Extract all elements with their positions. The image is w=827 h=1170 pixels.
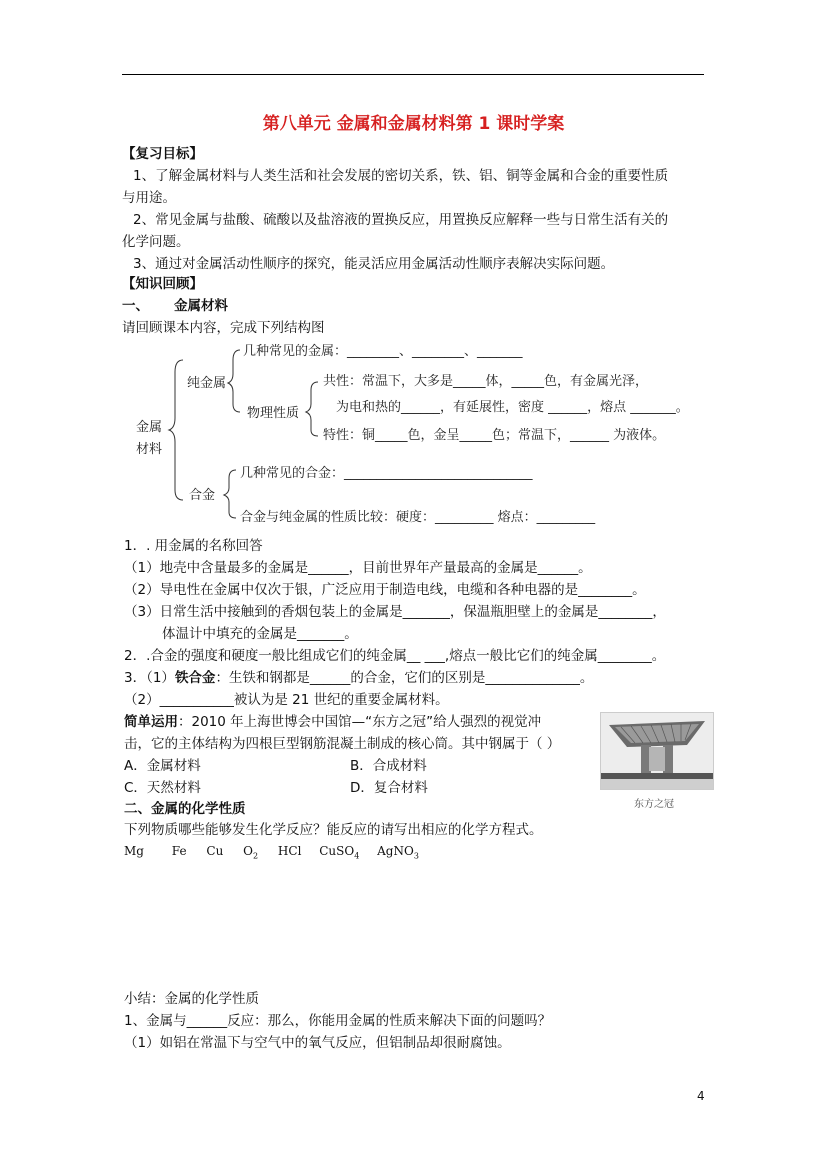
review-goals-heading: 【复习目标】 xyxy=(122,146,203,162)
apply-line-1 xyxy=(124,714,541,730)
question-3-2: （2）___________被认为是 21 世纪的重要金属材料。 xyxy=(124,692,449,708)
question-1-3b: 体温计中填充的金属是_______。 xyxy=(162,626,358,642)
goal-line-1b: 与用途。 xyxy=(122,190,176,206)
tree-special-property: 特性：铜_____色，金呈_____色；常温下，______ 为液体。 xyxy=(323,428,666,443)
option-d: D．复合材料 xyxy=(350,780,428,796)
knowledge-heading: 【知识回顾】 xyxy=(122,276,203,292)
section1-number: 一、 xyxy=(122,298,149,314)
substance-fe: Fe xyxy=(171,844,187,858)
section2-instruction: 下列物质哪些能够发生化学反应？能反应的请写出相应的化学方程式。 xyxy=(124,822,543,838)
apply-label: 简单运用 xyxy=(124,714,178,730)
tree-common-property-2: 为电和热的______，有延展性，密度 ______，熔点 _______。 xyxy=(336,400,689,415)
substance-o2: $O_2$ xyxy=(243,844,259,861)
tree-common-property: 共性：常温下，大多是_____体，_____色，有金属光泽， xyxy=(323,374,649,389)
option-a: A．金属材料 xyxy=(124,758,201,774)
image-caption: 东方之冠 xyxy=(634,799,674,810)
tree-alloy-comparison: 合金与纯金属的性质比较：硬度：_________ 熔点：_________ xyxy=(240,510,596,525)
substance-mg: Mg xyxy=(124,844,144,858)
question-3-lead: 3．（1） xyxy=(124,670,175,686)
substance-cuso4: CuSO$_4$ xyxy=(319,844,360,861)
substance-agno3: AgNO$_3$ xyxy=(377,844,419,861)
option-c: C．天然材料 xyxy=(124,780,201,796)
question-1: 1．. 用金属的名称回答 xyxy=(124,538,263,554)
apply-line-2: 击，它的主体结构为四根巨型钢筋混凝土制成的核心筒。其中钢属于（ ） xyxy=(124,736,561,752)
question-1-1: （1）地壳中含量最多的金属是______，目前世界年产量最高的金属是______。 xyxy=(124,560,592,576)
question-3-1 xyxy=(124,670,593,686)
apply-text-1: ：2010 年上海世博会中国馆—“东方之冠”给人强烈的视觉冲 xyxy=(178,714,542,730)
goal-line-3: 3、通过对金属活动性顺序的探究，能灵活应用金属活动性顺序表解决实际问题。 xyxy=(133,256,615,272)
summary-item-1-sub: （1）如铝在常温下与空气中的氧气反应，但铝制品却很耐腐蚀。 xyxy=(124,1035,511,1051)
structure-tree-braces xyxy=(0,0,827,540)
option-b: B．合成材料 xyxy=(350,758,427,774)
china-pavilion-image xyxy=(600,712,714,790)
tree-alloy: 合金 xyxy=(189,488,216,503)
summary-item-1: 1、金属与______反应：那么，你能用金属的性质来解决下面的问题吗？ xyxy=(124,1013,552,1029)
tree-root-line2: 材料 xyxy=(136,442,163,457)
substance-list xyxy=(124,844,419,861)
substance-cu: Cu xyxy=(206,844,224,858)
summary-heading: 小结：金属的化学性质 xyxy=(124,991,259,1007)
page-number: 4 xyxy=(697,1089,705,1103)
tree-physical-properties: 物理性质 xyxy=(247,406,300,421)
tree-common-alloys: 几种常见的合金：_____________________________ xyxy=(240,466,533,481)
question-2: 2．.合金的强度和硬度一般比组成它们的纯金属__ ___,熔点一般比它们的纯金属________。 xyxy=(124,648,666,664)
section2-title: 二、金属的化学性质 xyxy=(124,801,246,817)
page-title: 第八单元 金属和金属材料第 1 课时学案 xyxy=(262,114,565,134)
substance-hcl: HCl xyxy=(277,844,302,858)
section1-title: 金属材料 xyxy=(174,298,228,314)
tree-pure-metal: 纯金属 xyxy=(187,376,227,391)
goal-line-2b: 化学问题。 xyxy=(122,234,190,250)
tree-root-line1: 金属 xyxy=(136,420,163,435)
tree-common-metals: 几种常见的金属：________、________、_______ xyxy=(243,344,523,359)
goal-line-2: 2、常见金属与盐酸、硫酸以及盐溶液的置换反应，用置换反应解释一些与日常生活有关的 xyxy=(133,212,669,228)
instruction: 请回顾课本内容，完成下列结构图 xyxy=(122,320,325,336)
question-1-3: （3）日常生活中接触到的香烟包装上的金属是_______，保温瓶胆壁上的金属是________， xyxy=(124,604,666,620)
question-3-keyword: 铁合金 xyxy=(174,670,216,686)
goal-line-1: 1、了解金属材料与人类生活和社会发展的密切关系，铁、铝、铜等金属和合金的重要性质 xyxy=(133,168,669,184)
question-1-2: （2）导电性在金属中仅次于银，广泛应用于制造电线，电缆和各种电器的是________。 xyxy=(124,582,646,598)
question-3-rest: ：生铁和钢都是______的合金，它们的区别是______________。 xyxy=(215,670,594,686)
